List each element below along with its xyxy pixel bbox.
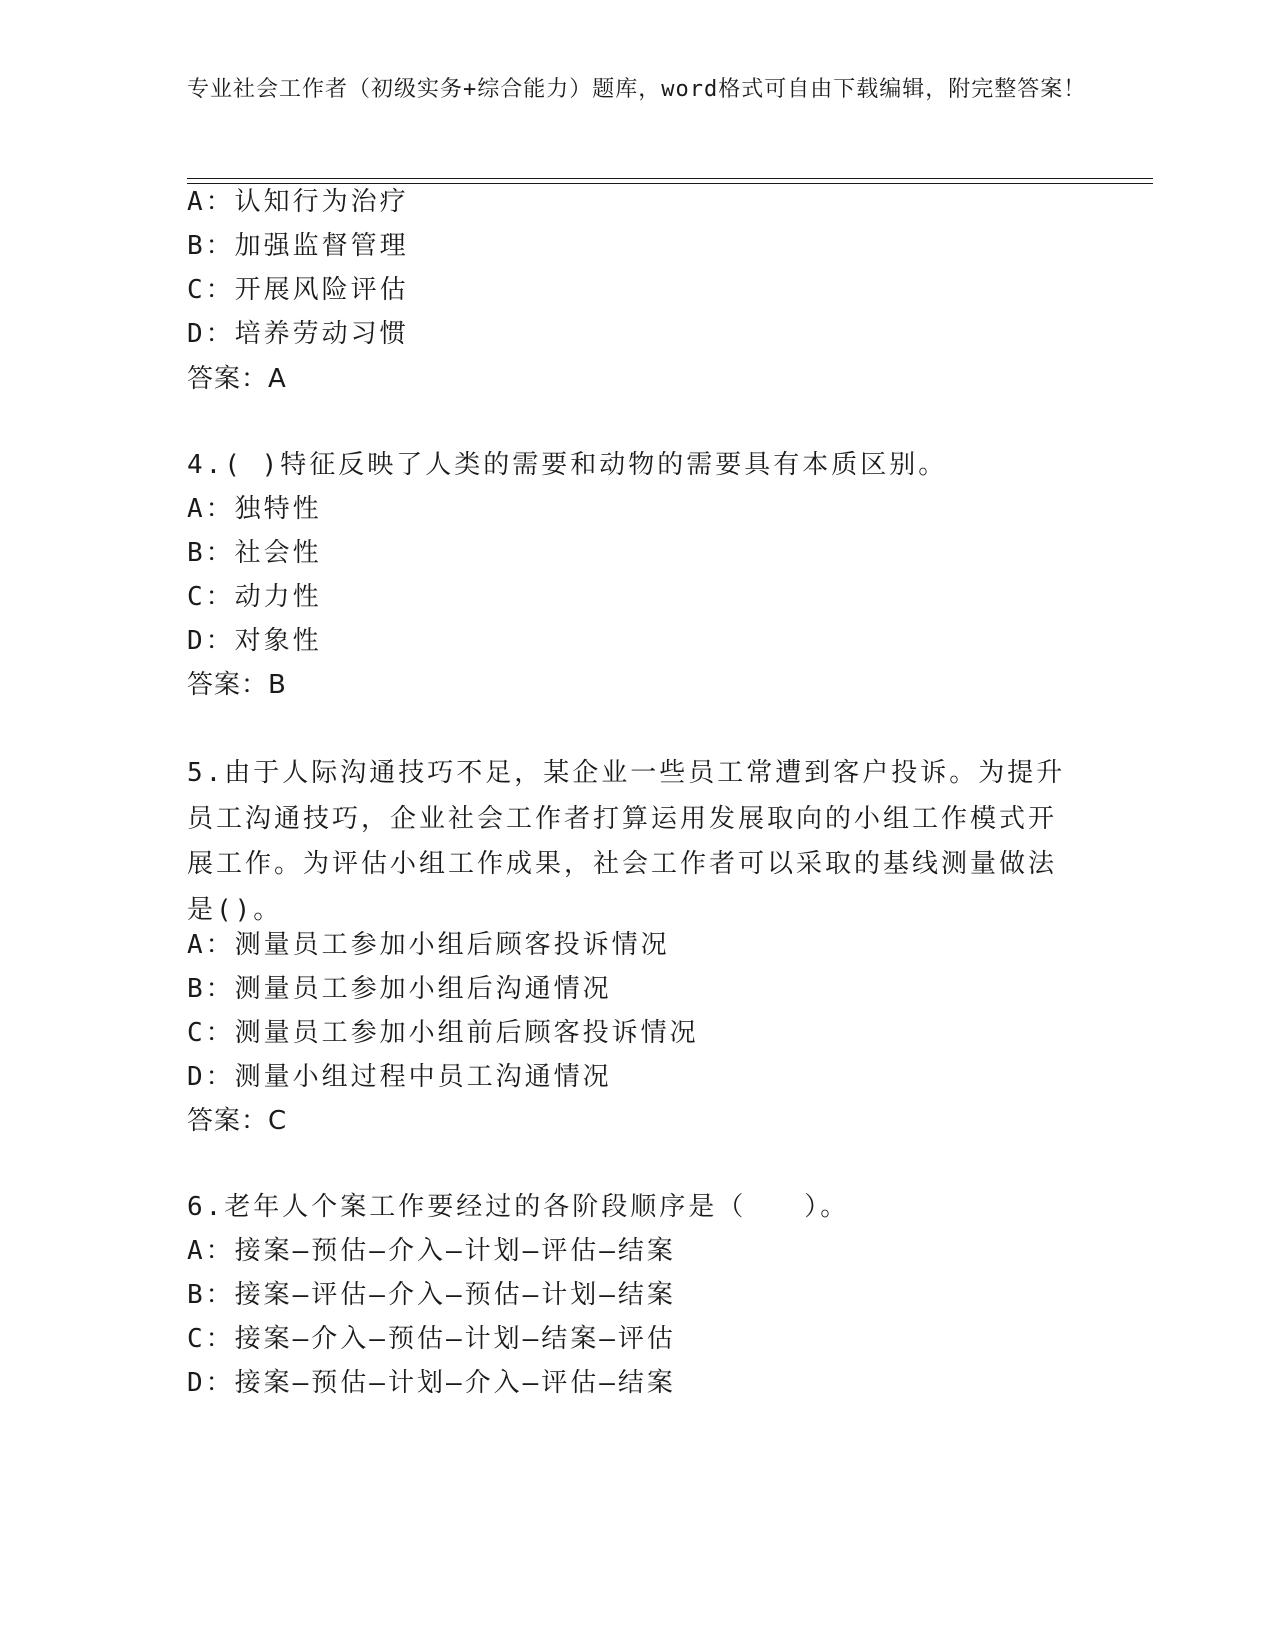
q3-option-b: B：加强监督管理 (187, 231, 409, 261)
q3-option-c: C：开展风险评估 (187, 275, 409, 305)
q4-answer: 答案：B (187, 670, 287, 700)
q4-option-d: D：对象性 (187, 626, 322, 656)
q4-option-c: C：动力性 (187, 582, 322, 612)
q3-option-d: D：培养劳动习惯 (187, 319, 409, 349)
q5-stem: 5.由于人际沟通技巧不足，某企业一些员工常遭到客户投诉。为提升员工沟通技巧，企业社会工作者打算运用发展取向的小组工作模式开展工作。为评估小组工作成果，社会工作者可以采取的基线测量做法是()。 (187, 758, 1066, 925)
header-rule-top (187, 178, 1153, 179)
q6-option-c: C：接案—介入—预估—计划—结案—评估 (187, 1324, 676, 1354)
q6-option-d: D：接案—预估—计划—介入—评估—结案 (187, 1368, 676, 1398)
page-header: 专业社会工作者（初级实务+综合能力）题库，word格式可自由下载编辑，附完整答案！ (187, 77, 1087, 102)
q5-answer: 答案：C (187, 1106, 288, 1136)
q5-option-c: C：测量员工参加小组前后顾客投诉情况 (187, 1018, 699, 1048)
q5-option-d: D：测量小组过程中员工沟通情况 (187, 1062, 612, 1092)
q6-stem: 6.老年人个案工作要经过的各阶段顺序是（ ）。 (187, 1192, 850, 1222)
q3-answer: 答案：A (187, 364, 287, 394)
q6-option-a: A：接案—预估—介入—计划—评估—结案 (187, 1236, 676, 1266)
q3-option-a: A：认知行为治疗 (187, 187, 409, 217)
q5-option-b: B：测量员工参加小组后沟通情况 (187, 974, 612, 1004)
q4-option-b: B：社会性 (187, 538, 322, 568)
q5-option-a: A：测量员工参加小组后顾客投诉情况 (187, 930, 670, 960)
q4-stem: 4.( )特征反映了人类的需要和动物的需要具有本质区别。 (187, 450, 948, 480)
q6-option-b: B：接案—评估—介入—预估—计划—结案 (187, 1280, 676, 1310)
q4-option-a: A：独特性 (187, 494, 322, 524)
